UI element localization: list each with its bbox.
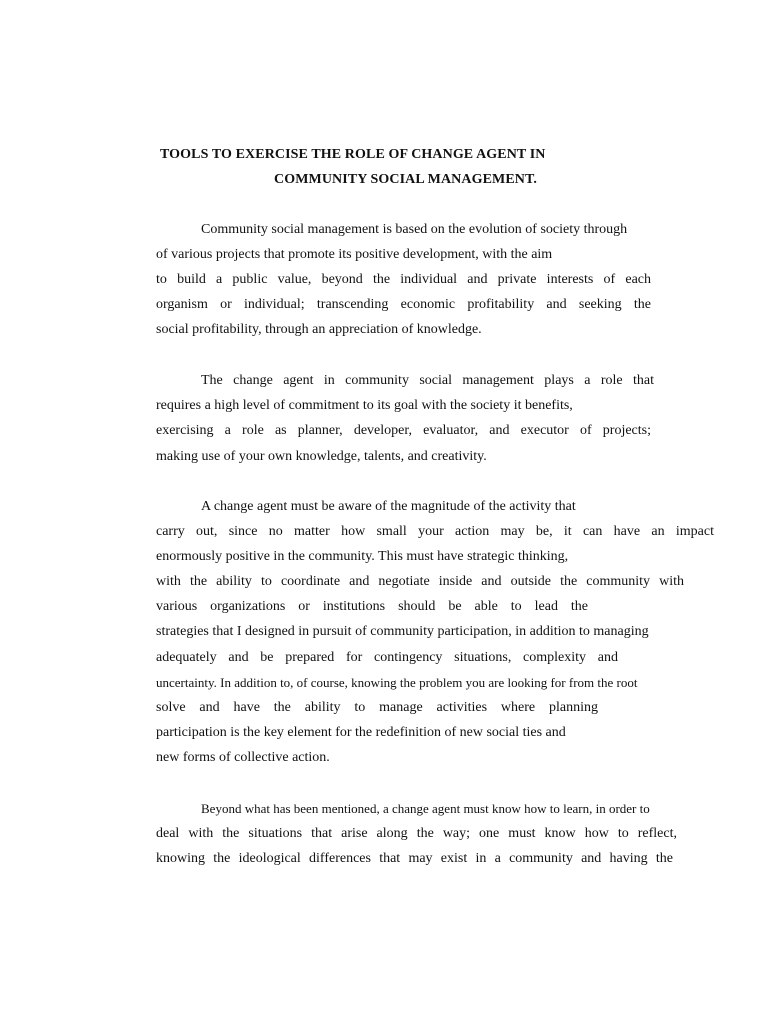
text-line: new forms of collective action. xyxy=(156,750,330,765)
text-line: making use of your own knowledge, talents, and creativity. xyxy=(156,449,487,464)
text-line: uncertainty. In addition to, of course, knowing the problem you are looking for from the root xyxy=(156,675,638,690)
text-line: solve and have the ability to manage activities where planning xyxy=(156,700,598,715)
text-line: with the ability to coordinate and negotiate inside and outside the community with xyxy=(156,574,684,589)
text-line: of various projects that promote its positive development, with the aim xyxy=(156,247,553,262)
text-line: Beyond what has been mentioned, a change agent must know how to learn, in order to xyxy=(201,801,650,816)
text-line: various organizations or institutions should be able to lead the xyxy=(156,599,588,614)
document-title-line-2: COMMUNITY SOCIAL MANAGEMENT. xyxy=(274,172,537,187)
text-line: enormously positive in the community. This must have strategic thinking, xyxy=(156,549,569,564)
text-line: requires a high level of commitment to its goal with the society it benefits, xyxy=(156,398,573,413)
text-line: exercising a role as planner, developer, evaluator, and executor of projects; xyxy=(156,423,651,438)
text-line: participation is the key element for the redefinition of new social ties and xyxy=(156,725,566,740)
document-title-line-1: TOOLS TO EXERCISE THE ROLE OF CHANGE AGENT IN xyxy=(160,147,546,162)
text-line: to build a public value, beyond the individual and private interests of each xyxy=(156,272,651,287)
text-line: carry out, since no matter how small your action may be, it can have an impact xyxy=(156,524,714,539)
text-line: social profitability, through an appreciation of knowledge. xyxy=(156,322,482,337)
text-line: A change agent must be aware of the magnitude of the activity that xyxy=(201,499,576,514)
text-line: adequately and be prepared for contingency situations, complexity and xyxy=(156,650,618,665)
text-line: organism or individual; transcending economic profitability and seeking the xyxy=(156,297,651,312)
text-line: strategies that I designed in pursuit of community participation, in addition to managing xyxy=(156,624,649,639)
text-line: knowing the ideological differences that may exist in a community and having the xyxy=(156,851,673,866)
text-line: deal with the situations that arise along the way; one must know how to reflect, xyxy=(156,826,677,841)
text-line: The change agent in community social management plays a role that xyxy=(201,373,654,388)
text-line: Community social management is based on the evolution of society through xyxy=(201,222,628,237)
